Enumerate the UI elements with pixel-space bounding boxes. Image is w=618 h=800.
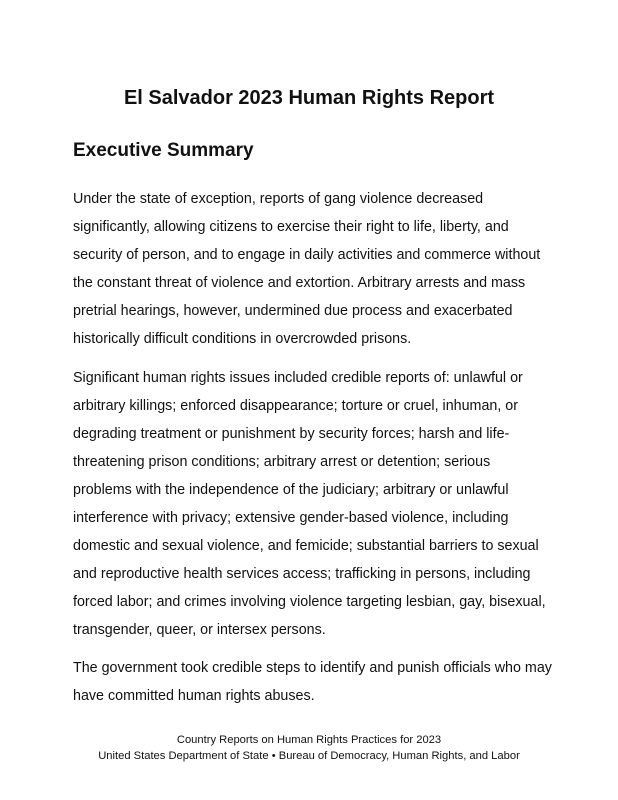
text-line: historically difficult conditions in overcrowded prisons. [73,331,412,347]
section-heading: Executive Summary [73,140,254,161]
text-line: The government took credible steps to identify and punish officials who may [73,660,552,676]
text-line: interference with privacy; extensive gender-based violence, including [73,510,509,526]
text-line: Significant human rights issues included credible reports of: unlawful or [73,370,523,386]
text-line: forced labor; and crimes involving violence targeting lesbian, gay, bisexual, [73,594,546,610]
text-line: significantly, allowing citizens to exercise their right to life, liberty, and [73,219,509,235]
document-title: El Salvador 2023 Human Rights Report [123,87,495,109]
text-line: domestic and sexual violence, and femicide; substantial barriers to sexual [73,538,539,554]
text-line: pretrial hearings, however, undermined due process and exacerbated [73,303,513,319]
paragraph-1 [73,185,553,353]
text-line: transgender, queer, or intersex persons. [73,622,326,638]
text-line: security of person, and to engage in daily activities and commerce without [73,247,541,263]
paragraph-2 [73,364,553,644]
text-line: degrading treatment or punishment by security forces; harsh and life- [73,426,510,442]
text-line: the constant threat of violence and extortion. Arbitrary arrests and mass [73,275,526,291]
paragraph-3 [73,654,553,710]
text-line: problems with the independence of the judiciary; arbitrary or unlawful [73,482,509,498]
text-line: Under the state of exception, reports of gang violence decreased [73,191,484,207]
page-footer [0,732,618,764]
text-line: have committed human rights abuses. [73,688,315,704]
text-line: arbitrary killings; enforced disappearance; torture or cruel, inhuman, or [73,398,519,414]
text-line: and reproductive health services access; trafficking in persons, including [73,566,531,582]
footer-line-1: Country Reports on Human Rights Practices for 2023 [176,734,442,746]
footer-line-2: United States Department of State • Bureau of Democracy, Human Rights, and Labor [98,750,520,762]
text-line: threatening prison conditions; arbitrary arrest or detention; serious [73,454,491,470]
